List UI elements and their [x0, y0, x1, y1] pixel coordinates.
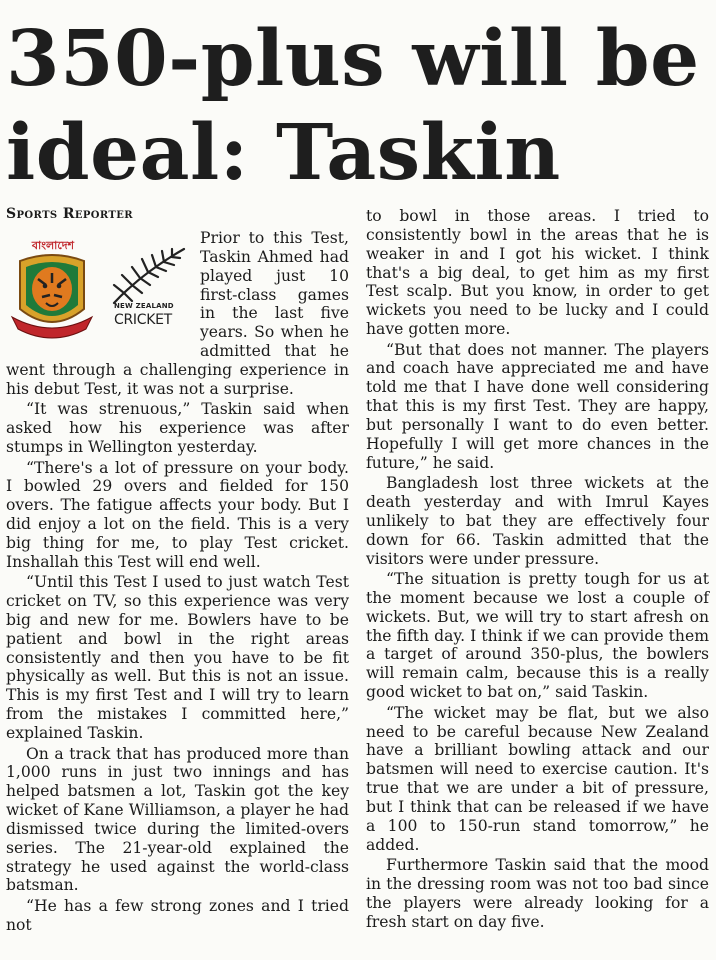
paragraph: “The situation is pretty tough for us at the moment because we lost a couple of wickets. But, we will try to start afresh on the fifth day. I think if we can provide them a target of around 350-plus, the bowlers will remain calm, because this is a really good wicket to bat on,” said Taskin. — [366, 570, 709, 702]
nz-cricket-wordmark — [114, 299, 174, 327]
byline: Sports Reporter — [6, 206, 134, 222]
paragraph: “It was strenuous,” Taskin said when asked how his experience was after stumps in Wellington yesterday. — [6, 400, 349, 456]
bcb-name-text: বাংলাদেশ — [31, 239, 75, 252]
paragraph: “There's a lot of pressure on your body. I bowled 29 overs and fielded for 150 overs. The fatigue affects your body. But I did enjoy a lot on the field. This is a very big thing for me, to play Test cricket. Inshallah this Test will end well. — [6, 458, 349, 571]
paragraph: Bangladesh lost three wickets at the death yesterday and with Imrul Kayes unlikely to bat they are effectively four down for 66. Taskin admitted that the visitors were under pressure. — [366, 474, 709, 568]
paragraph: “Until this Test I used to just watch Test cricket on TV, so this experience was very big and new for me. Bowlers have to be patient and bowl in the right areas consistently and then you have to be fit physically as well. But this is not an issue. This is my first Test and I will try to learn from the mistakes I committed here,” explained Taskin. — [6, 573, 349, 742]
paragraph: Furthermore Taskin said that the mood in the dressing room was not too bad since the players were already looking for a fresh start on day five. — [366, 856, 709, 931]
article-column-right — [366, 207, 709, 933]
paragraph: “The wicket may be flat, but we also need to be careful because New Zealand have a brilliant bowling attack and our batsmen will need to exercise caution. It's true that we are under a bit of pressure, but I think that can be released if we have a 100 to 150-run stand tomorrow,” he added. — [366, 703, 709, 854]
paragraph: On a track that has produced more than 1,000 runs in just two innings and has helped batsmen a lot, Taskin got the key wicket of Kane Williamson, a player he had dismissed twice during the limited-overs series. The 21-year-old explained the strategy he used against the world-class batsman. — [6, 744, 349, 895]
paragraph: to bowl in those areas. I tried to consistently bowl in the areas that he is weaker in and I got his wicket. I think that's a big deal, to get him as my first Test scalp. But you know, in order to get wickets you need to be lucky and I could have gotten more. — [366, 207, 709, 339]
new-zealand-fern-logo — [102, 245, 192, 343]
article-column-left — [6, 229, 349, 936]
nz-line2: CRICKET — [114, 312, 172, 328]
paragraph: “But that does not manner. The players and coach have appreciated me and have told me that I have done well considering that this is my first Test. They are happy, but personally I want to do even better. Hopefully I will get more chances in the future,” he said. — [366, 340, 709, 472]
paragraph: Prior to this Test, Taskin Ahmed had played just 10 first-class games in the last five years. So when he admitted that he went through a challenging experience in his debut Test, it was not a surprise. — [6, 229, 349, 398]
nz-line1: NEW ZEALAND — [114, 302, 174, 310]
headline: 350-plus will be ideal: Taskin — [6, 14, 700, 198]
paragraph: “He has a few strong zones and I tried not — [6, 896, 349, 934]
team-logos — [6, 231, 194, 349]
